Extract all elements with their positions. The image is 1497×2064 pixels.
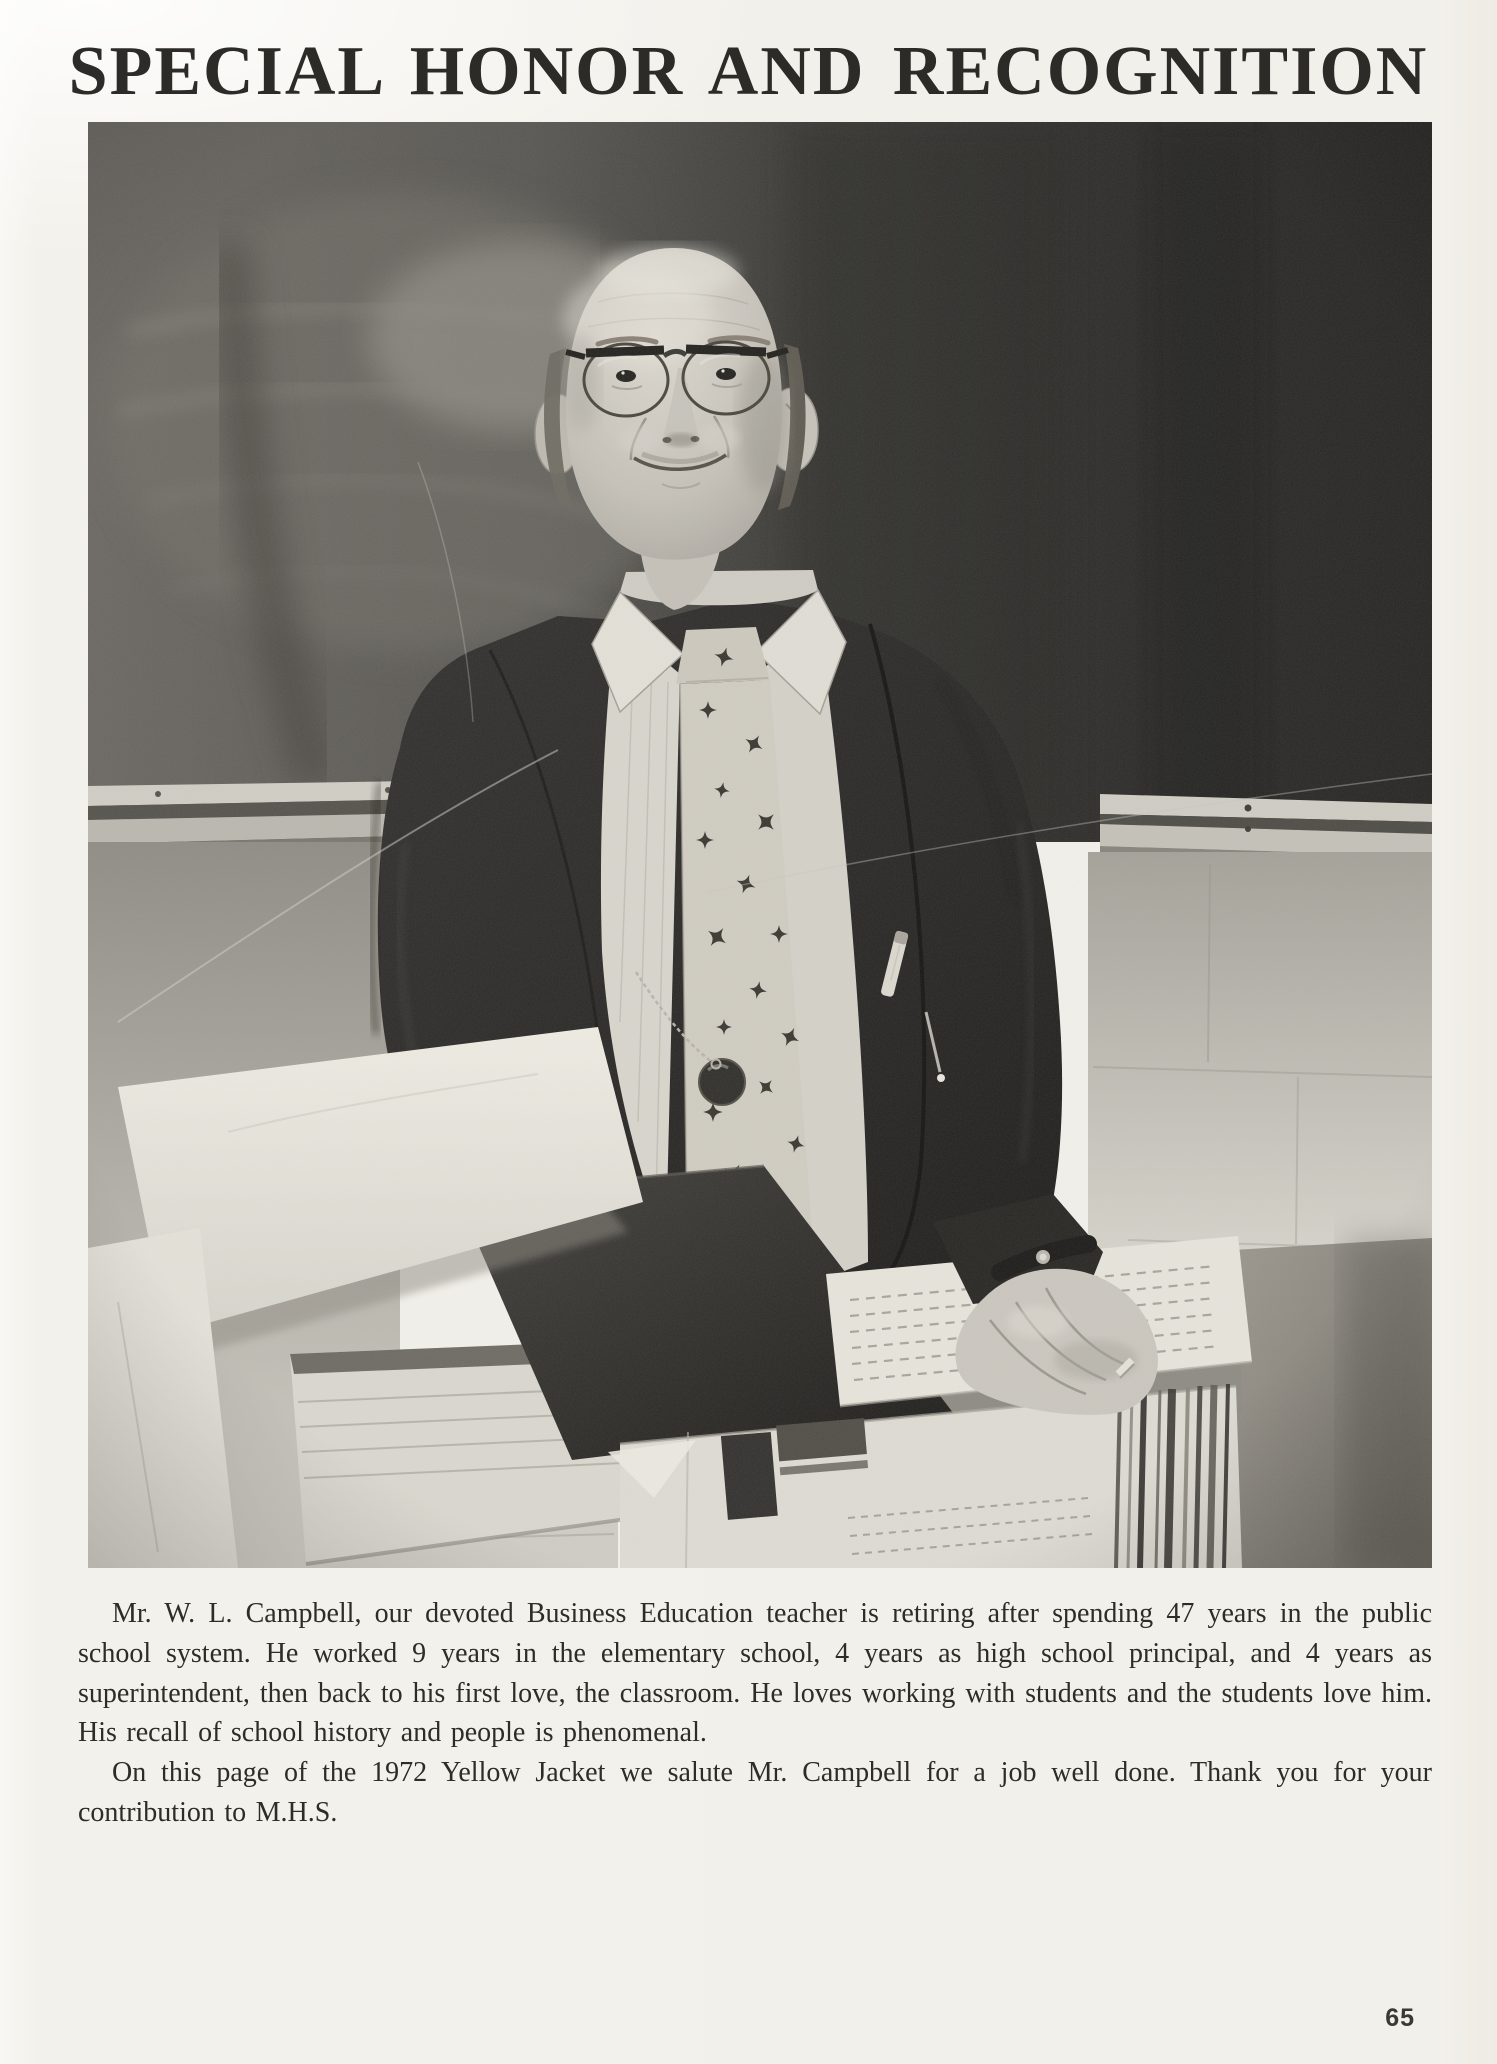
body-paragraph-2: On this page of the 1972 Yellow Jacket we salute Mr. Campbell for a job well done. Thank you for your contribution to M.H.S.	[78, 1757, 1432, 1828]
photo-artifacts	[88, 122, 1432, 1568]
page-number: 65	[1385, 2004, 1415, 2032]
body-paragraph-1: Mr. W. L. Campbell, our devoted Business Education teacher is retiring after spending 47 years in the public school system. He worked 9 years in the elementary school, 4 years as high school principal, and 4 years as superintendent, then back to his first love, the classroom. He loves working with students and the students love him. His recall of school history and people is phenomenal.	[78, 1598, 1432, 1749]
portrait-photo	[88, 122, 1432, 1568]
portrait-photo-art	[88, 122, 1432, 1568]
page-title: SPECIAL HONOR AND RECOGNITION	[68, 33, 1429, 110]
article-text	[78, 1594, 1432, 1833]
